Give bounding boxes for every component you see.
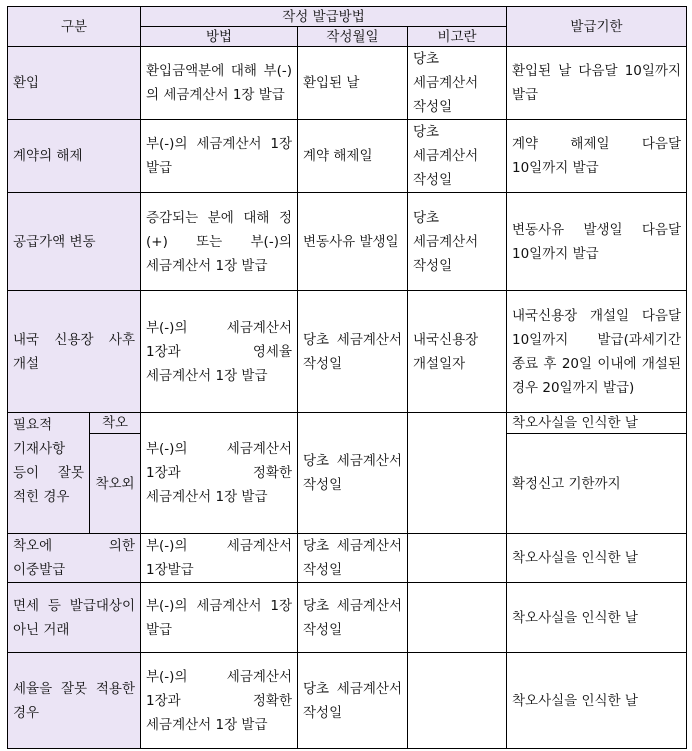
row-duplicate — [8, 534, 687, 583]
method-cell: 증감되는 분에 대해 정(+) 또는 부(-)의 세금계산서 1장 발급 — [141, 193, 298, 291]
deadline-cell-other: 확정신고 기한까지 — [507, 434, 687, 534]
date-cell: 당초 세금계산서 작성일 — [298, 291, 408, 413]
invoice-rules-table-wrapper — [7, 6, 687, 749]
remarks-cell: 당초 세금계산서 작성일 — [408, 120, 507, 193]
date-cell: 당초 세금계산서 작성일 — [298, 534, 408, 583]
date-cell: 당초 세금계산서 작성일 — [298, 653, 408, 749]
header-row-1 — [8, 7, 687, 27]
remarks-cell — [408, 413, 507, 534]
row-wrong-rate — [8, 653, 687, 749]
date-cell: 당초 세금계산서 작성일 — [298, 583, 408, 653]
deadline-cell: 변동사유 발생일 다음달 10일까지 발급 — [507, 193, 687, 291]
header-method-group: 작성 발급방법 — [141, 7, 507, 27]
date-cell: 변동사유 발생일 — [298, 193, 408, 291]
header-deadline: 발급기한 — [507, 7, 687, 47]
row-local-lc — [8, 291, 687, 413]
method-cell: 부(-)의 세금계산서 1장과 영세율 세금계산서 1장 발급 — [141, 291, 298, 413]
category-cell: 필요적 기재사항 등이 잘못 적힌 경우 — [8, 413, 90, 534]
date-cell: 계약 해제일 — [298, 120, 408, 193]
category-cell: 면세 등 발급대상이 아닌 거래 — [8, 583, 141, 653]
row-cancel — [8, 120, 687, 193]
category-cell: 착오에 의한 이중발급 — [8, 534, 141, 583]
remarks-cell — [408, 653, 507, 749]
row-price-change — [8, 193, 687, 291]
row-exempt — [8, 583, 687, 653]
method-cell: 부(-)의 세금계산서 1장과 정확한 세금계산서 1장 발급 — [141, 653, 298, 749]
subcategory-other: 착오외 — [90, 434, 141, 534]
header-method: 방법 — [141, 27, 298, 47]
date-cell: 환입된 날 — [298, 47, 408, 120]
category-cell: 환입 — [8, 47, 141, 120]
method-cell: 부(-)의 세금계산서 1장 발급 — [141, 120, 298, 193]
deadline-cell: 착오사실을 인식한 날 — [507, 653, 687, 749]
deadline-cell-mistake: 착오사실을 인식한 날 — [507, 413, 687, 434]
date-cell: 당초 세금계산서 작성일 — [298, 413, 408, 534]
row-refund — [8, 47, 687, 120]
category-cell: 세율을 잘못 적용한 경우 — [8, 653, 141, 749]
remarks-cell: 당초 세금계산서 작성일 — [408, 193, 507, 291]
category-cell: 계약의 해제 — [8, 120, 141, 193]
subcategory-mistake: 착오 — [90, 413, 141, 434]
method-cell: 환입금액분에 대해 부(-)의 세금계산서 1장 발급 — [141, 47, 298, 120]
method-cell: 부(-)의 세금계산서 1장 발급 — [141, 583, 298, 653]
header-remarks: 비고란 — [408, 27, 507, 47]
category-cell: 내국 신용장 사후 개설 — [8, 291, 141, 413]
method-cell: 부(-)의 세금계산서 1장과 정확한 세금계산서 1장 발급 — [141, 413, 298, 534]
header-category: 구분 — [8, 7, 141, 47]
invoice-rules-table — [7, 6, 687, 749]
remarks-cell: 당초 세금계산서 작성일 — [408, 47, 507, 120]
deadline-cell: 착오사실을 인식한 날 — [507, 583, 687, 653]
category-cell: 공급가액 변동 — [8, 193, 141, 291]
deadline-cell: 계약 해제일 다음달 10일까지 발급 — [507, 120, 687, 193]
row-entry-error-mistake — [8, 413, 687, 434]
remarks-cell: 내국신용장 개설일자 — [408, 291, 507, 413]
remarks-cell — [408, 583, 507, 653]
deadline-cell: 환입된 날 다음달 10일까지 발급 — [507, 47, 687, 120]
deadline-cell: 착오사실을 인식한 날 — [507, 534, 687, 583]
deadline-cell: 내국신용장 개설일 다음달 10일까지 발급(과세기간 종료 후 20일 이내에 개설된 경우 20일까지 발급) — [507, 291, 687, 413]
header-date: 작성월일 — [298, 27, 408, 47]
method-cell: 부(-)의 세금계산서 1장발급 — [141, 534, 298, 583]
remarks-cell — [408, 534, 507, 583]
